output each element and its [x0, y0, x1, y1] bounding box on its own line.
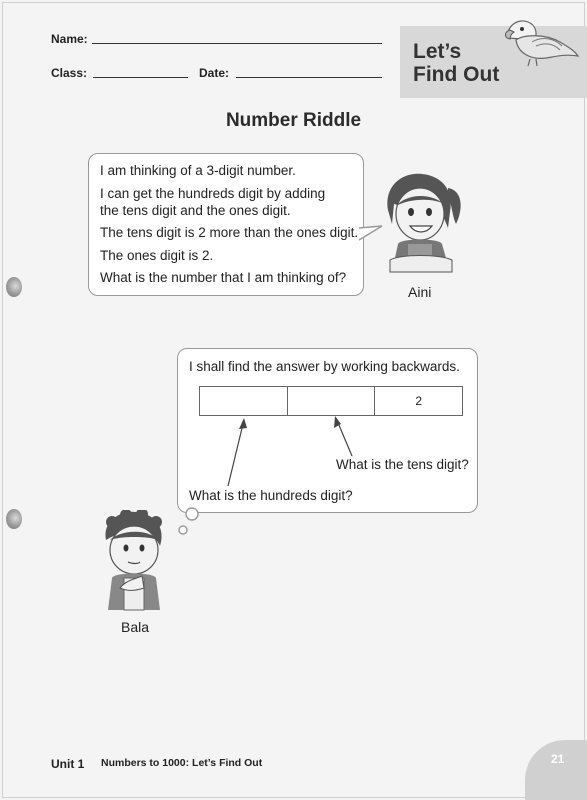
tens-cell[interactable] [288, 387, 376, 415]
tens-question-text: What is the tens digit? [336, 457, 469, 472]
date-field[interactable] [236, 77, 382, 78]
bala-intro-text: I shall find the answer by working backwards. [189, 359, 460, 374]
footer-unit: Unit 1 [51, 757, 85, 771]
aini-line-1: I am thinking of a 3-digit number. [100, 163, 296, 178]
aini-line-6: What is the number that I am thinking of? [100, 270, 347, 285]
hundreds-question-text: What is the hundreds digit? [189, 488, 353, 503]
parrot-icon [488, 12, 580, 68]
bala-name-label: Bala [121, 619, 150, 635]
date-label: Date: [199, 66, 230, 80]
name-field[interactable] [92, 43, 382, 44]
page-number: 21 [551, 752, 565, 766]
binder-hole-bottom [6, 509, 22, 529]
aini-line-4: The tens digit is 2 more than the ones digit. [100, 225, 359, 240]
aini-line-2: I can get the hundreds digit by adding [100, 186, 326, 201]
bala-character-image [98, 510, 168, 612]
pointer-arrows [220, 412, 360, 492]
class-field[interactable] [93, 77, 188, 78]
name-label: Name: [51, 32, 88, 46]
page-title: Number Riddle [225, 110, 362, 131]
class-label: Class: [51, 66, 88, 80]
footer-chapter-title: Numbers to 1000: Let’s Find Out [101, 757, 263, 769]
badge-title-line1: Let’s [413, 40, 462, 63]
aini-line-3: the tens digit and the ones digit. [100, 203, 291, 218]
ones-cell: 2 [415, 394, 423, 408]
binder-hole-top [6, 277, 22, 297]
aini-line-5: The ones digit is 2. [100, 248, 214, 263]
hundreds-arrow [228, 420, 244, 486]
thought-dots [170, 506, 200, 540]
badge-title-line2: Find Out [413, 63, 500, 86]
aini-speech-bubble [88, 153, 364, 296]
aini-character-image [378, 168, 468, 274]
aini-name-label: Aini [408, 284, 432, 300]
hundreds-cell[interactable] [200, 387, 288, 415]
badge-title [413, 40, 499, 86]
